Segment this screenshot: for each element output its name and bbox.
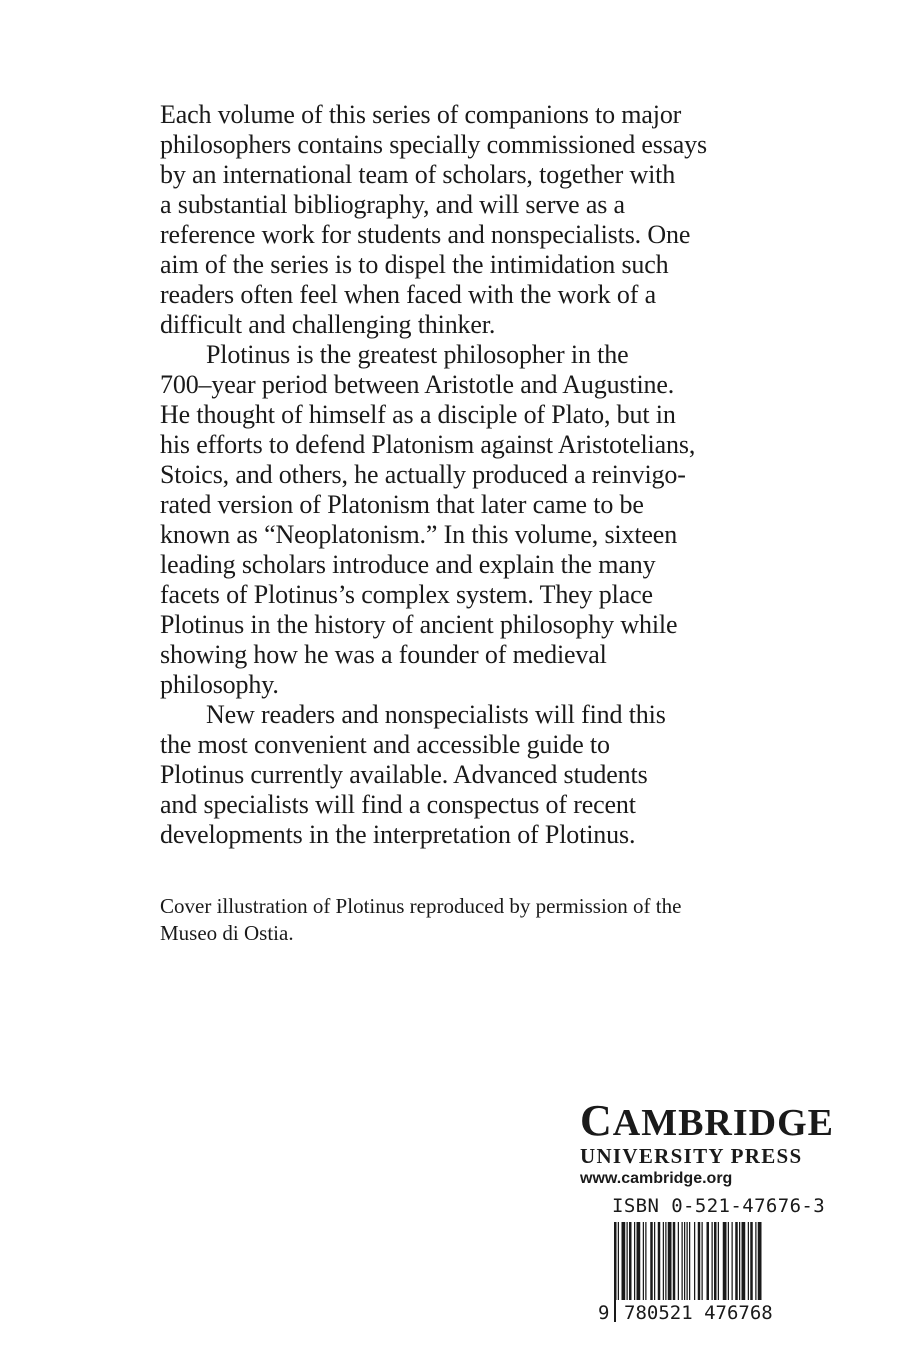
barcode-bar — [665, 1222, 666, 1302]
blurb-line: developments in the interpretation of Plotinus. — [160, 820, 636, 849]
barcode-lead-digit: 9 — [598, 1302, 610, 1322]
blurb-line: rated version of Platonism that later came to be — [160, 490, 644, 519]
blurb-line: his efforts to defend Platonism against Aristotelians, — [160, 430, 696, 459]
barcode-bar — [637, 1222, 641, 1302]
barcode-bar — [732, 1222, 733, 1302]
isbn-barcode — [596, 1222, 808, 1322]
barcode-bar — [643, 1222, 644, 1302]
blurb-line: 700–year period between Aristotle and Augustine. — [160, 370, 675, 399]
barcode-bar — [698, 1222, 701, 1302]
cover-credit — [160, 893, 780, 947]
barcode-bar — [663, 1222, 664, 1302]
barcode-bar — [714, 1222, 717, 1302]
publisher-press: UNIVERSITY PRESS — [580, 1144, 803, 1168]
barcode-bar — [758, 1222, 762, 1302]
barcode-bar — [739, 1222, 740, 1302]
credit-line: Museo di Ostia. — [160, 921, 294, 945]
barcode-bar — [755, 1222, 756, 1302]
blurb-line: difficult and challenging thinker. — [160, 310, 496, 339]
blurb-line: showing how he was a founder of medieval — [160, 640, 607, 669]
barcode-bar — [629, 1222, 632, 1302]
barcode-bar — [723, 1222, 727, 1302]
blurb-line: philosophers contains specially commissioned essays — [160, 130, 707, 159]
blurb-line: the most convenient and accessible guide to — [160, 730, 610, 759]
blurb — [160, 100, 760, 850]
publisher-url: www.cambridge.org — [580, 1170, 733, 1187]
barcode-bar — [707, 1222, 710, 1302]
barcode-bar — [748, 1222, 749, 1302]
blurb-paragraph-1 — [160, 100, 760, 340]
barcode-bar — [668, 1222, 672, 1302]
publisher-imprint — [580, 1096, 835, 1190]
barcode-bar — [622, 1222, 626, 1302]
blurb-line: and specialists will find a conspectus of recent — [160, 790, 636, 819]
barcode-bar — [682, 1222, 683, 1302]
barcode-bar — [627, 1222, 628, 1302]
blurb-line: philosophy. — [160, 670, 279, 699]
publisher-name — [580, 1096, 835, 1145]
blurb-line: New readers and nonspecialists will find this — [206, 700, 666, 729]
barcode-bar — [702, 1222, 703, 1302]
barcode-bar — [673, 1222, 676, 1302]
blurb-line: Plotinus currently available. Advanced students — [160, 760, 648, 789]
barcode-digits: 780521 476768 — [624, 1302, 773, 1322]
barcode-bar — [645, 1222, 646, 1302]
barcode-bar — [684, 1222, 685, 1302]
blurb-line: aim of the series is to dispel the intimidation such — [160, 250, 669, 279]
credit-line: Cover illustration of Plotinus reproduced by permission of the — [160, 894, 682, 918]
blurb-line: He thought of himself as a disciple of Plato, but in — [160, 400, 676, 429]
blurb-line: facets of Plotinus’s complex system. They place — [160, 580, 653, 609]
barcode-bar — [712, 1222, 713, 1302]
blurb-line: Plotinus in the history of ancient philosophy while — [160, 610, 678, 639]
blurb-line: Each volume of this series of companions to major — [160, 100, 682, 129]
blurb-line: known as “Neoplatonism.” In this volume, sixteen — [160, 520, 678, 549]
blurb-paragraph-2 — [160, 340, 760, 700]
barcode-bar — [658, 1222, 661, 1302]
barcode-bar — [728, 1222, 729, 1302]
barcode-bar — [654, 1222, 655, 1302]
publisher-name-rest: AMBRIDGE — [612, 1102, 835, 1144]
blurb-line: Stoics, and others, he actually produced a reinvigo- — [160, 460, 686, 489]
barcode-bar — [718, 1222, 719, 1302]
blurb-line: reference work for students and nonspecialists. One — [160, 220, 691, 249]
blurb-paragraph-3 — [160, 700, 760, 850]
barcode-bar — [750, 1222, 753, 1302]
blurb-line: by an international team of scholars, together with — [160, 160, 676, 189]
isbn-label: ISBN 0-521-47676-3 — [612, 1195, 826, 1217]
blurb-line: a substantial bibliography, and will serve as a — [160, 190, 625, 219]
blurb-line: Plotinus is the greatest philosopher in the — [206, 340, 629, 369]
barcode-graphic — [596, 1222, 808, 1322]
blurb-line: leading scholars introduce and explain the many — [160, 550, 656, 579]
publisher-name-initial: C — [580, 1096, 613, 1145]
barcode-bar — [694, 1222, 695, 1302]
barcode-bar — [742, 1222, 746, 1302]
barcode-bar — [735, 1222, 738, 1302]
barcode-bar — [634, 1222, 635, 1302]
blurb-line: readers often feel when faced with the work of a — [160, 280, 656, 309]
barcode-bar — [650, 1222, 653, 1302]
barcode-bar — [678, 1222, 679, 1302]
